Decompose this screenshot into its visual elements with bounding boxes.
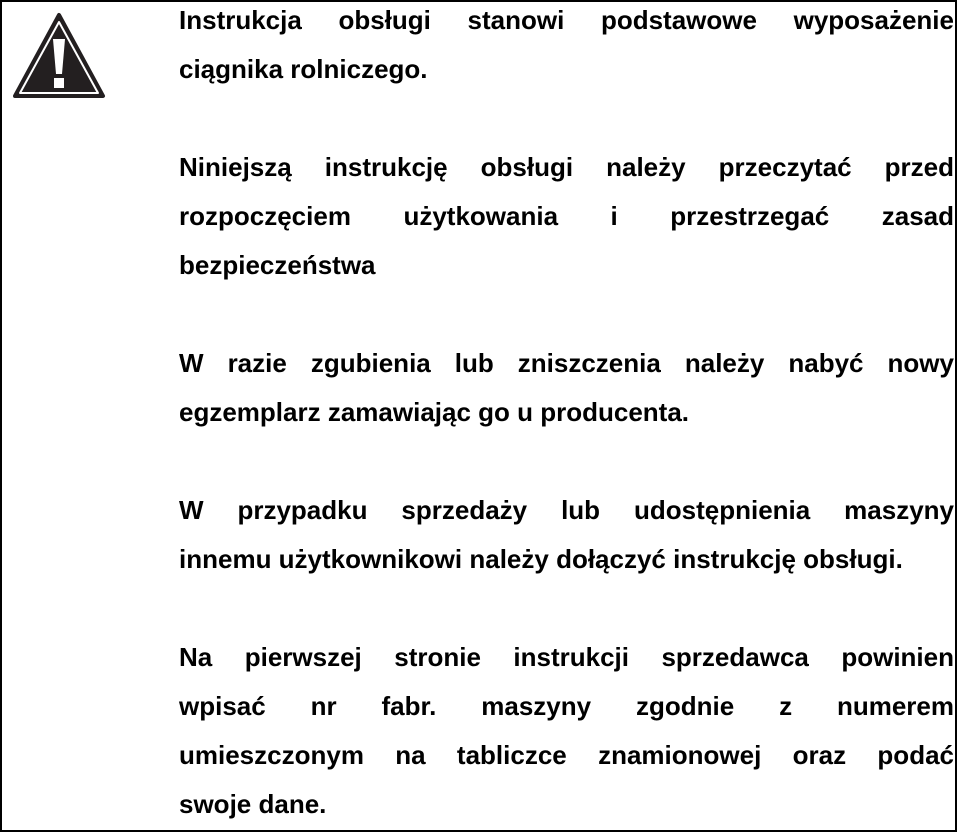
warning-triangle-icon [12, 12, 106, 100]
paragraph-read-before-use [179, 143, 954, 290]
text-line: innemu użytkownikowi należy dołączyć instrukcję obsługi. [179, 544, 903, 574]
paragraph-lost-manual [179, 339, 954, 437]
text-line: W przypadku sprzedaży lub udostępnienia maszyny [179, 495, 954, 525]
text-line: W razie zgubienia lub zniszczenia należy nabyć nowy [179, 348, 954, 378]
text-line: Na pierwszej stronie instrukcji sprzedawca powinien [179, 642, 954, 672]
text-line: Niniejszą instrukcję obsługi należy przeczytać przed [179, 152, 954, 182]
text-line: wpisać nr fabr. maszyny zgodnie z numerem [179, 691, 954, 721]
text-line: egzemplarz zamawiając go u producenta. [179, 397, 690, 427]
text-line: umieszczonym na tabliczce znamionowej oraz podać [179, 740, 954, 770]
text-line: rozpoczęciem użytkowania i przestrzegać zasad [179, 201, 954, 231]
text-line: swoje dane. [179, 789, 327, 819]
paragraph-sale-transfer [179, 486, 954, 584]
paragraph-seller-info [179, 633, 954, 829]
text-line: bezpieczeństwa [179, 250, 376, 280]
text-line: Instrukcja obsługi stanowi podstawowe wyposażenie [179, 5, 954, 35]
text-line: ciągnika rolniczego. [179, 54, 428, 84]
paragraph-basic-equipment [179, 0, 954, 94]
